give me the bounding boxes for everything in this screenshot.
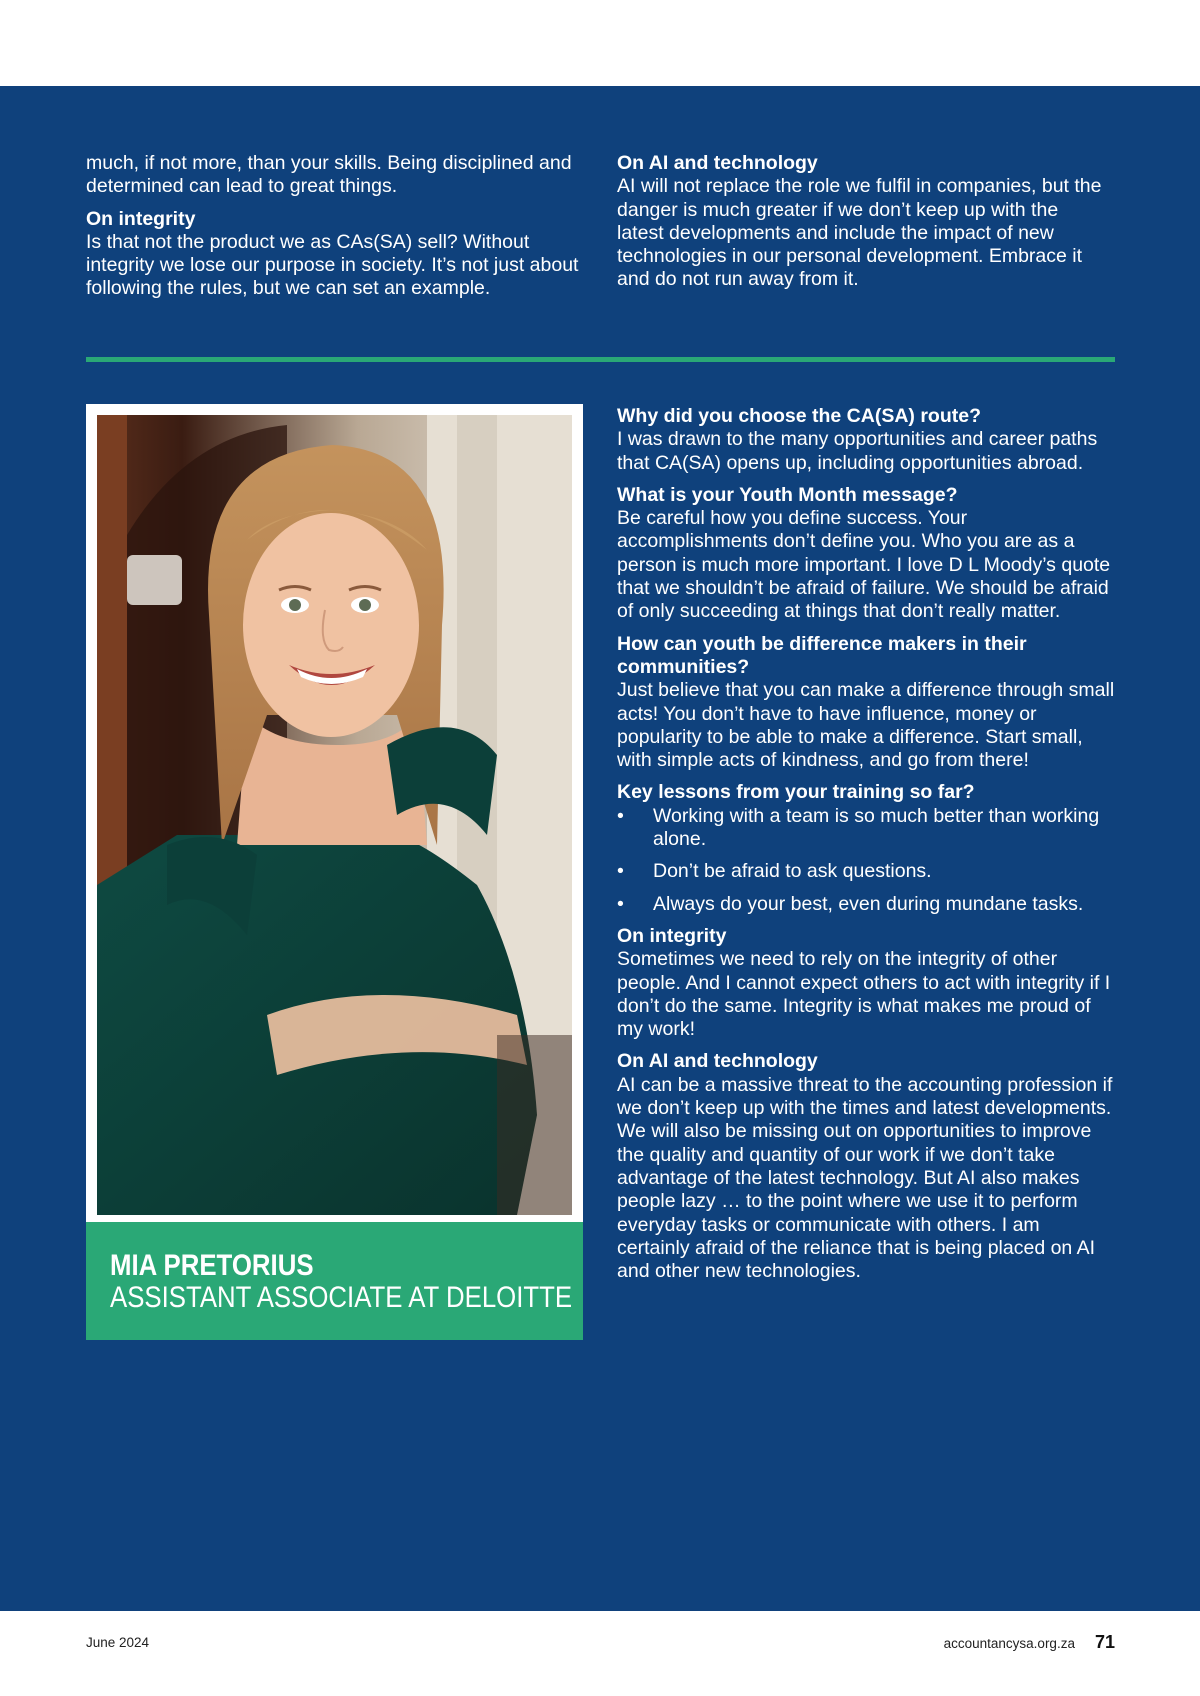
- question-heading: Why did you choose the CA(SA) route?: [617, 405, 981, 427]
- portrait-caption: [86, 1222, 583, 1340]
- ai-text: AI will not replace the role we fulfil in companies, but the danger is much greater if we don’t keep up with the latest developments and include the impact of new technologies in our personal development. Embrace it and do not run away from it.: [617, 175, 1102, 291]
- section-divider: [86, 357, 1115, 362]
- answer-text: I was drawn to the many opportunities and career paths that CA(SA) opens up, including opportunities abroad.: [617, 428, 1098, 474]
- top-right-column: [617, 152, 1107, 301]
- answer-text: AI can be a massive threat to the accounting profession if we don’t keep up with the times and latest developments. We will also be missing out on opportunities to improve the quality and quantity of our work if we don’t take advantage of the latest technology. But AI also makes people lazy … to the point where we use it to perform everyday tasks or communicate with others. I am certainly afraid of the reliance that is being placed on AI and other new technologies.: [617, 1073, 1113, 1283]
- question-heading: What is your Youth Month message?: [617, 483, 958, 506]
- qa-block: [617, 1050, 1117, 1283]
- list-item: • Working with a team is so much better than working alone.: [617, 805, 1117, 852]
- qa-block: [617, 781, 1117, 915]
- integrity-heading: On integrity: [86, 207, 196, 230]
- question-heading: On AI and technology: [617, 1050, 818, 1073]
- portrait-photo: [97, 415, 572, 1215]
- question-heading: How can youth be difference makers in their communities?: [617, 632, 1027, 678]
- qa-block: [617, 633, 1117, 773]
- top-left-column: [86, 152, 586, 310]
- page-number: 71: [1094, 1632, 1115, 1652]
- answer-text: Just believe that you can make a difference through small acts! You don’t have to have influence, money or popularity to be able to make a difference. Start small, with simple acts of kindness, and go from there!: [617, 679, 1115, 772]
- intro-paragraph: much, if not more, than your skills. Being disciplined and determined can lead to great things.: [86, 152, 572, 198]
- footer-site: accountancysa.org.za: [943, 1636, 1075, 1651]
- qa-block: [617, 484, 1117, 624]
- qa-block: [617, 405, 1117, 475]
- list-item: • Don’t be afraid to ask questions.: [617, 860, 1117, 883]
- ai-heading: On AI and technology: [617, 152, 818, 174]
- footer-right: [944, 1632, 1115, 1653]
- interview-column: [617, 405, 1117, 1292]
- qa-block: [617, 925, 1117, 1041]
- footer-date: June 2024: [86, 1635, 150, 1650]
- question-heading: On integrity: [617, 924, 727, 947]
- question-heading: Key lessons from your training so far?: [617, 781, 975, 804]
- lessons-list: [617, 805, 1117, 916]
- list-item: • Always do your best, even during mundane tasks.: [617, 893, 1117, 916]
- answer-text: Be careful how you define success. Your accomplishments don’t define you. Who you are as a person is much more important. I love D L Moody’s quote that we shouldn’t be afraid of failure. We should be afraid of only succeeding at things that don’t really matter.: [617, 507, 1111, 623]
- answer-text: Sometimes we need to rely on the integrity of other people. And I cannot expect others to act with integrity if I don’t do the same. Integrity is what makes me proud of my work!: [617, 948, 1111, 1041]
- integrity-text: Is that not the product we as CAs(SA) sell? Without integrity we lose our purpose in society. It’s not just about following the rules, but we can set an example.: [86, 230, 579, 300]
- integrity-section: [86, 208, 586, 301]
- person-role: ASSISTANT ASSOCIATE AT DELOITTE: [110, 1281, 573, 1314]
- portrait-frame: [86, 404, 583, 1222]
- person-name: MIA PRETORIUS: [110, 1249, 314, 1282]
